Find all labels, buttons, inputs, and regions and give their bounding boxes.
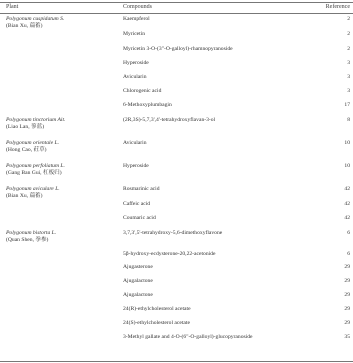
table-row-compound: Avicularin — [123, 140, 147, 146]
table-row-plant — [6, 230, 124, 244]
table-row-reference: 42 — [344, 215, 350, 221]
table-row-reference: 3 — [347, 74, 350, 80]
table-row-reference: 3 — [347, 88, 350, 94]
table-row-reference: 6 — [347, 251, 350, 257]
plant-common-name: (Bian Xu, 萹蓄) — [6, 23, 43, 29]
table-row-reference: 17 — [344, 102, 350, 108]
header-compounds: Compounds — [123, 4, 153, 10]
table-row-compound: Ajugasterone — [123, 264, 153, 270]
table-bottom-rule — [0, 361, 353, 362]
header-reference: Reference — [325, 4, 350, 10]
table-row-reference: 6 — [347, 230, 350, 236]
table-row-compound: Hyperoside — [123, 60, 149, 66]
table-row-compound: Rosmarinic acid — [123, 186, 160, 192]
table-row-compound: 3,7,3',5'-tetrahydroxy-5,6-dimethoxyflavone — [123, 230, 223, 236]
table-row-reference: 35 — [344, 334, 350, 340]
table-row-compound: Caffeic acid — [123, 201, 151, 207]
table-row-compound: Avicularin — [123, 74, 147, 80]
table-row-reference: 2 — [347, 46, 350, 52]
table-row-reference: 29 — [344, 306, 350, 312]
table-row-reference: 8 — [347, 117, 350, 123]
table-row-reference: 2 — [347, 16, 350, 22]
table-row-compound: 3-Methyl gallate and 4-O-(6"-O-galloyl)-glucopyranoside — [123, 334, 253, 340]
table-row-compound: 24(S)-ethylcholesterol acetate — [123, 320, 190, 326]
plant-name: Polygonum cuspidatum S. — [6, 16, 65, 22]
plant-name: Polygonum perfoliatum L. — [6, 163, 65, 169]
table-row-reference: 29 — [344, 278, 350, 284]
table-row-compound: Ajugalactone — [123, 292, 153, 298]
table-row-reference: 29 — [344, 320, 350, 326]
table-row-reference: 2 — [347, 31, 350, 37]
table-row-compound: (2R,3S)-5,7,3',4'-tetrahydroxyflavan-3-ol — [123, 117, 216, 123]
table-row-reference: 29 — [344, 292, 350, 298]
table-row-compound: Chlorogenic acid — [123, 88, 162, 94]
plant-name: Polygonum aviculare L. — [6, 186, 60, 192]
table-row-compound: Kaempferol — [123, 16, 150, 22]
table-row-reference: 10 — [344, 163, 350, 169]
table-row-compound: Ajugalactone — [123, 278, 153, 284]
table-row-plant — [6, 16, 124, 30]
table-row-compound: Hyperoside — [123, 163, 149, 169]
plant-common-name: (Bian Xu, 萹蓄) — [6, 193, 43, 199]
header-plant: Plant — [6, 4, 19, 10]
table-row-plant — [6, 140, 124, 154]
table-row-compound: 5β-hydroxy-ecdysterone-20,22-acetonide — [123, 251, 216, 257]
table-row-compound: Myricetin — [123, 31, 146, 37]
table-row-reference: 10 — [344, 140, 350, 146]
plant-name: Polygonum orientale L. — [6, 140, 59, 146]
table-row-plant — [6, 163, 124, 177]
table-row-reference: 29 — [344, 264, 350, 270]
table-row-compound: 6-Methoxyplumbagin — [123, 102, 172, 108]
plant-common-name: (Hong Cao, 荭草) — [6, 147, 47, 153]
table-header-rule — [0, 13, 353, 14]
table-row-reference: 42 — [344, 186, 350, 192]
plant-common-name: (Liao Lan, 蓼蓝) — [6, 124, 45, 130]
table-row-reference: 3 — [347, 60, 350, 66]
plant-name: Polygonum tinctorium Ait. — [6, 117, 66, 123]
table-row-plant — [6, 117, 124, 131]
table-row-compound: Coumaric acid — [123, 215, 156, 221]
table-row-reference: 42 — [344, 201, 350, 207]
table-row-compound: 24(R)-ethylcholesterol acetate — [123, 306, 191, 312]
plant-name: Polygonum bistorta L. — [6, 230, 57, 236]
table-top-rule — [0, 2, 353, 3]
table-row-plant — [6, 186, 124, 200]
plant-common-name: (Quan Shen, 拳参) — [6, 237, 49, 243]
plant-common-name: (Gang Ban Gui, 杠板归) — [6, 170, 62, 176]
table-row-compound: Myricetin 3-O-(3"-O-galloyl)-rhamnopyranoside — [123, 46, 233, 52]
